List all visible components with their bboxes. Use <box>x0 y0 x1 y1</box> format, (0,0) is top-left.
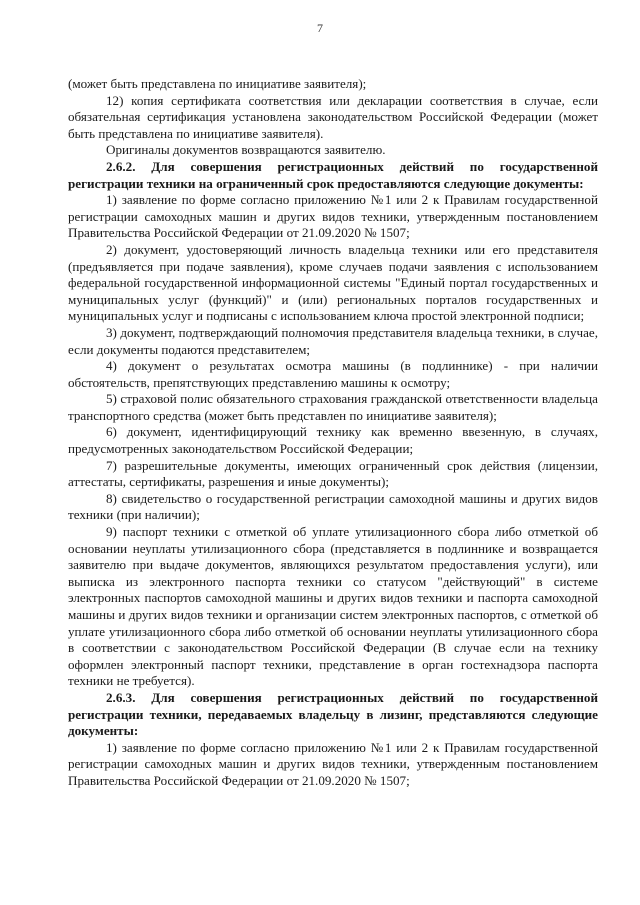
document-paragraph: 9) паспорт техники с отметкой об уплате утилизационного сбора либо отметкой об основании неуплаты утилизационного сбора (представляется в подлиннике и возвращается заявителю при выдаче документов, являющихся результатом предоставления услуги), или выписка из электронного паспорта техники со статусом "действующий" в системе электронных паспортов самоходной машины и других видов техники и паспорта самоходной машины и других видов техники и организации систем электронных паспортов, с отметкой об уплате утилизационного сбора либо отметкой об основании неуплаты утилизационного сбора в соответствии с законодательством Российской Федерации (В случае если на технику оформлен электронный паспорт техники, представление в орган гостехнадзора паспорта техники не требуется). <box>68 524 598 689</box>
document-paragraph: 2) документ, удостоверяющий личность владельца техники или его представителя (предъявляется при подаче заявления), кроме случаев подачи заявления с использованием федеральной государственной информационной системы "Единый портал государственных и муниципальных услуг (функций)" и (или) региональных порталов государственных и муниципальных услуг и подписаны с использованием ключа простой электронной подписи; <box>68 241 598 324</box>
page-number: 7 <box>317 21 323 35</box>
section-heading: 2.6.2. Для совершения регистрационных действий по государственной регистрации техники на ограниченный срок предоставляются следующие документы: <box>68 158 598 191</box>
document-paragraph: 5) страховой полис обязательного страхования гражданской ответственности владельца транспортного средства (может быть представлен по инициативе заявителя); <box>68 391 598 423</box>
document-paragraph: 7) разрешительные документы, имеющих ограниченный срок действия (лицензии, аттестаты, сертификаты, разрешения и иные документы); <box>68 457 598 490</box>
document-paragraph: (может быть представлена по инициативе заявителя); <box>68 76 367 91</box>
document-paragraph: 1) заявление по форме согласно приложению №1 или 2 к Правилам государственной регистрации самоходных машин и других видов техники, утвержденным постановлением Правительства Российской Федерации от 21.09.2020 № 1507; <box>68 739 598 788</box>
document-paragraph: 6) документ, идентифицирующий технику как временно ввезенную, в случаях, предусмотренных законодательством Российской Федерации; <box>68 424 598 457</box>
document-paragraph: 3) документ, подтверждающий полномочия представителя владельца техники, в случае, если документы подаются представителем; <box>68 324 598 357</box>
document-paragraph: 1) заявление по форме согласно приложению №1 или 2 к Правилам государственной регистрации самоходных машин и других видов техники, утвержденным постановлением Правительства Российской Федерации от 21.09.2020 № 1507; <box>68 192 598 241</box>
document-paragraph: 4) документ о результатах осмотра машины (в подлиннике) - при наличии обстоятельств, препятствующих представлению машины к осмотру; <box>68 358 598 390</box>
document-body <box>68 76 598 790</box>
document-paragraph: 12) копия сертификата соответствия или декларации соответствия в случае, если обязательная сертификация установлена законодательством Российской Федерации (может быть представлена по инициативе заявителя). <box>68 92 598 141</box>
document-paragraph: Оригиналы документов возвращаются заявителю. <box>106 142 386 158</box>
document-paragraph: 8) свидетельство о государственной регистрации самоходной машины и других видов техники (при наличии); <box>68 490 598 523</box>
section-heading: 2.6.3. Для совершения регистрационных действий по государственной регистрации техники, передаваемых владельцу в лизинг, представляются следующие документы: <box>68 689 598 739</box>
